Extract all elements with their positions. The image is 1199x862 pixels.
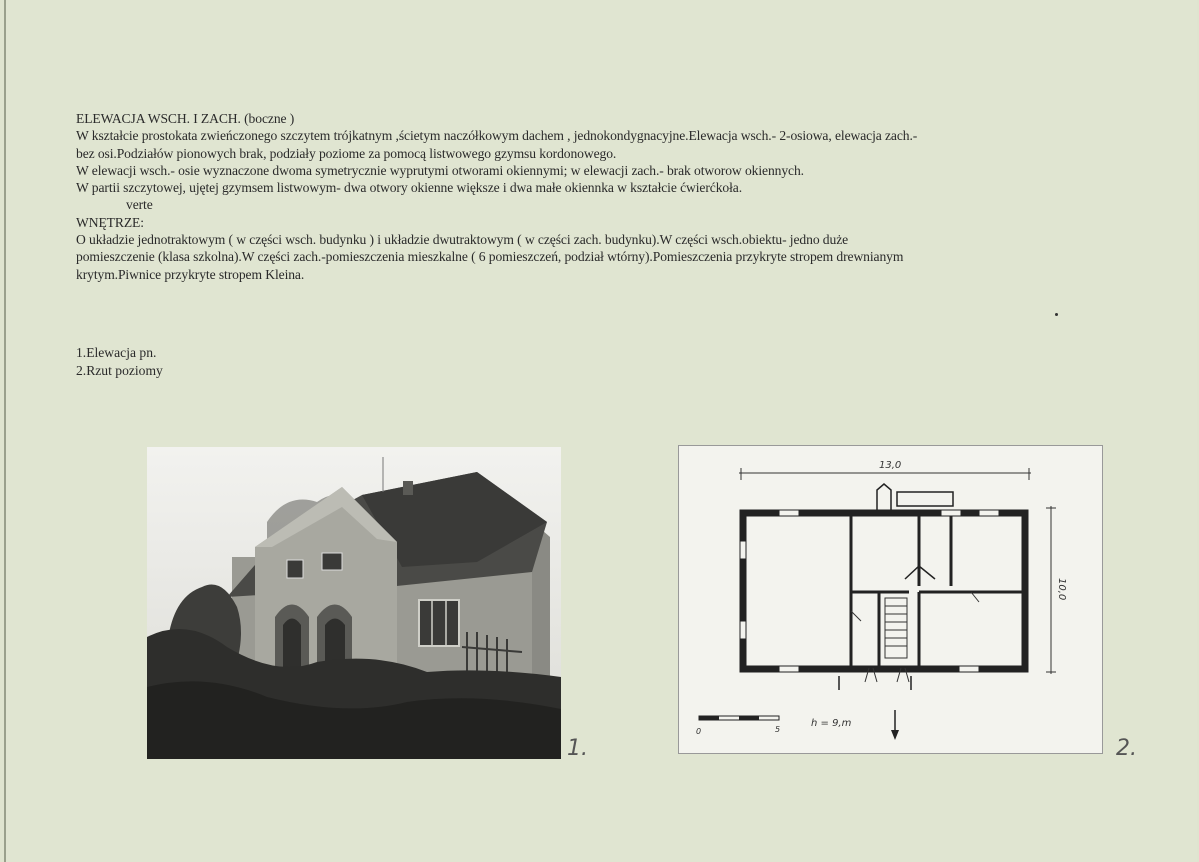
floor-plan — [678, 445, 1103, 754]
figure-number-2: 2. — [1116, 736, 1137, 761]
scale-end-label: 5 — [775, 725, 781, 734]
description-text — [76, 110, 1136, 283]
figure-number-1: 1. — [567, 736, 588, 761]
building-photo-drawing — [147, 447, 561, 759]
building-photo — [147, 447, 561, 759]
caption-2: 2.Rzut poziomy — [76, 363, 163, 378]
scale-start-label: 0 — [696, 727, 702, 736]
text-line: bez osi.Podziałów pionowych brak, podziały poziome za pomocą listwowego gzymsu kordonowego. — [76, 145, 617, 161]
text-line: O układzie jednotraktowym ( w części wsch. budynku ) i układzie dwutraktowym ( w części zach. budynku).W części wsch.obiektu- jedno duże — [76, 232, 849, 248]
interior-heading: WNĘTRZE: — [76, 214, 144, 230]
plan-width-dimension: 13,0 — [879, 460, 902, 471]
figure-captions — [76, 344, 163, 380]
text-line: W partii szczytowej, ujętej gzymsem listwowym- dwa otwory okienne większe i dwa małe okiennka w kształcie ćwierćkoła. — [76, 180, 743, 196]
ink-dot — [1055, 313, 1058, 316]
elevation-heading: ELEWACJA WSCH. I ZACH. (boczne ) — [76, 111, 295, 126]
text-line: W elewacji wsch.- osie wyznaczone dwoma symetrycznie wyprutymi otworami okiennymi; w elewacji zach.- brak otworow okiennych. — [76, 162, 804, 178]
plan-depth-dimension: 10,0 — [1056, 578, 1067, 601]
floor-plan-drawing — [679, 446, 1102, 753]
height-note: h = 9,m — [811, 718, 852, 729]
text-line: krytym.Piwnice przykryte stropem Kleina. — [76, 266, 305, 282]
text-line: pomieszczenie (klasa szkolna).W części zach.-pomieszczenia mieszkalne ( 6 pomieszczeń, podział wtórny).Pomieszczenia przykryte stropem drewnianym — [76, 249, 904, 265]
verte-note: verte — [126, 197, 153, 213]
text-line: W kształcie prostokata zwieńczonego szczytem trójkatnym ,ścietym naczółkowym dachem , jednokondygnacyjne.Elewacja wsch.- 2-osiowa, elewacja zach.- — [76, 128, 918, 144]
caption-1: 1.Elewacja pn. — [76, 345, 157, 360]
